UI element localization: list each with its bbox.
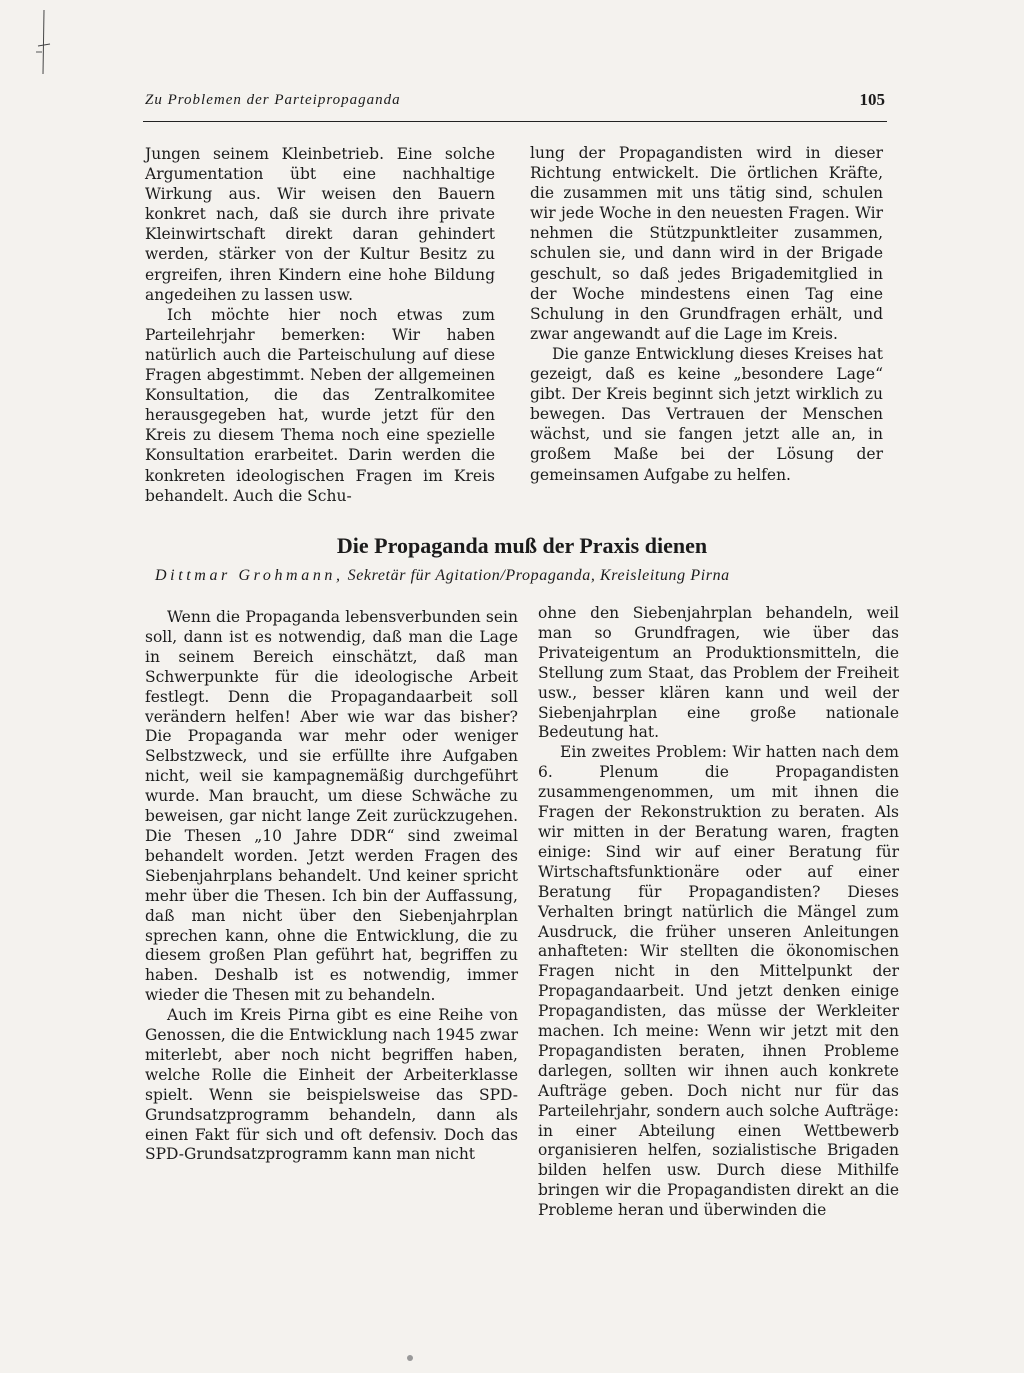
article2-column-left bbox=[145, 608, 518, 1165]
paragraph: Ich möchte hier noch etwas zum Parteilehrjahr bemerken: Wir haben natürlich auch die Parteischulung auf diese Fragen abgestimmt. Neben der allgemeinen Konsultation, die das Zentralkomitee herausgegeben hat, wurde jetzt für den Kreis zu diesem Thema noch eine spezielle Konsultation erarbeitet. Darin werden die konkreten ideologischen Fragen im Kreis behandelt. Auch die Schu- bbox=[145, 305, 495, 505]
article1-column-left bbox=[145, 144, 495, 506]
paragraph: Jungen seinem Kleinbetrieb. Eine solche Argumentation übt eine nachhaltige Wirkung aus. Wir weisen den Bauern konkret nach, daß sie durch ihre private Kleinwirtschaft direkt daran gehindert werden, stärker von der Kultur Besitz zu ergreifen, ihren Kindern eine hohe Bildung angedeihen zu lassen usw. bbox=[145, 145, 495, 304]
paragraph: Ein zweites Problem: Wir hatten nach dem 6. Plenum die Propagandisten zusammengenommen, um mit ihnen die Fragen der Rekonstruktion zu beraten. Als wir mitten in der Beratung waren, fragten einige: Sind wir auf einer Beratung für Wirtschaftsfunktionäre oder auf einer Beratung für Propagandisten? Dieses Verhalten bringt natürlich die Mängel zum Ausdruck, die früher unseren Anleitungen anhafteten: Wir stellten die ökonomischen Fragen nicht in den Mittelpunkt der Propagandaarbeit. Und jetzt denken einige Propagandisten, das müsse der Werkleiter machen. Ich meine: Wenn wir jetzt mit den Propagandisten beraten, ihnen Probleme darlegen, sollten wir ihnen auch konkrete Aufträge geben. Doch nicht nur für das Parteilehrjahr, sondern auch solche Aufträge: in einer Abteilung einen Wettbewerb organisieren helfen, sozialistische Brigaden bilden helfen usw. Durch diese Mithilfe bringen wir die Propagandisten direkt an die Probleme heran und überwinden die bbox=[538, 743, 899, 1220]
page-number: 105 bbox=[859, 90, 885, 109]
margin-pencil-mark bbox=[30, 8, 60, 78]
header-rule bbox=[143, 121, 887, 122]
paragraph: Wenn die Propaganda lebensverbunden sein soll, dann ist es notwendig, daß man die Lage in seinem Bereich einschätzt, daß man Schwerpunkte für die ideologische Arbeit festlegt. Denn die Propagandaarbeit soll verändern helfen! Aber wie war das bisher? Die Propaganda war mehr oder weniger Selbstzweck, und sie erfüllte ihre Aufgaben nicht, weil sie kampagnemäßig durchgeführt wurde. Man braucht, um diese Schwäche zu beweisen, gar nicht lange Zeit zurückzugehen. Die Thesen „10 Jahre DDR“ sind zweimal behandelt worden. Jetzt werden Fragen des Siebenjahrplans behandelt. Und keiner spricht mehr über die Thesen. Ich bin der Auffassung, daß man nicht über den Siebenjahrplan sprechen kann, ohne die Entwicklung, die zu diesem großen Plan geführt hat, begriffen zu haben. Deshalb ist es notwendig, immer wieder die Thesen mit zu behandeln. bbox=[145, 608, 518, 1005]
scan-speck bbox=[407, 1355, 413, 1361]
article1-column-right bbox=[530, 143, 883, 485]
byline-author: Dittmar Grohmann, bbox=[155, 567, 344, 584]
running-head bbox=[145, 92, 885, 118]
paragraph: Auch im Kreis Pirna gibt es eine Reihe von Genossen, die die Entwicklung nach 1945 zwar miterlebt, aber noch nicht begriffen haben, welche Rolle die Einheit der Arbeiterklasse spielt. Wenn sie beispielsweise das SPD-Grundsatzprogramm behandeln, dann als einen Fakt für sich und oft defensiv. Doch das SPD-Grundsatzprogramm kann man nicht bbox=[145, 1006, 518, 1164]
byline-role: Sekretär für Agitation/Propaganda, Kreisleitung Pirna bbox=[347, 567, 730, 584]
byline bbox=[155, 567, 890, 585]
article-title: Die Propaganda muß der Praxis dienen bbox=[336, 533, 708, 558]
article2-column-right bbox=[538, 604, 899, 1221]
paragraph: ohne den Siebenjahrplan behandeln, weil man so Grundfragen, wie über das Privateigentum an Produktionsmitteln, die Stellung zum Staat, das Problem der Freiheit usw., besser klären kann und weil der Siebenjahrplan eine große nationale Bedeutung hat. bbox=[538, 604, 899, 742]
paragraph: Die ganze Entwicklung dieses Kreises hat gezeigt, daß es keine „besondere Lage“ gibt. Der Kreis beginnt sich jetzt wirklich zu bewegen. Das Vertrauen der Menschen wächst, und sie fangen jetzt alle an, in großem Maße bei der Lösung der gemeinsamen Aufgabe zu helfen. bbox=[530, 344, 883, 484]
paragraph: lung der Propagandisten wird in dieser Richtung entwickelt. Die örtlichen Kräfte, die zusammen mit uns tätig sind, schulen wir jede Woche in den neuesten Fragen. Wir nehmen die Stützpunktleiter zusammen, schulen sie, und dann wird in der Brigade geschult, so daß jedes Brigademitglied in der Woche mindestens einen Tag eine Schulung in den Grundfragen erhält, und zwar angewandt auf die Lage im Kreis. bbox=[530, 144, 883, 343]
running-title: Zu Problemen der Parteipropaganda bbox=[145, 92, 401, 108]
